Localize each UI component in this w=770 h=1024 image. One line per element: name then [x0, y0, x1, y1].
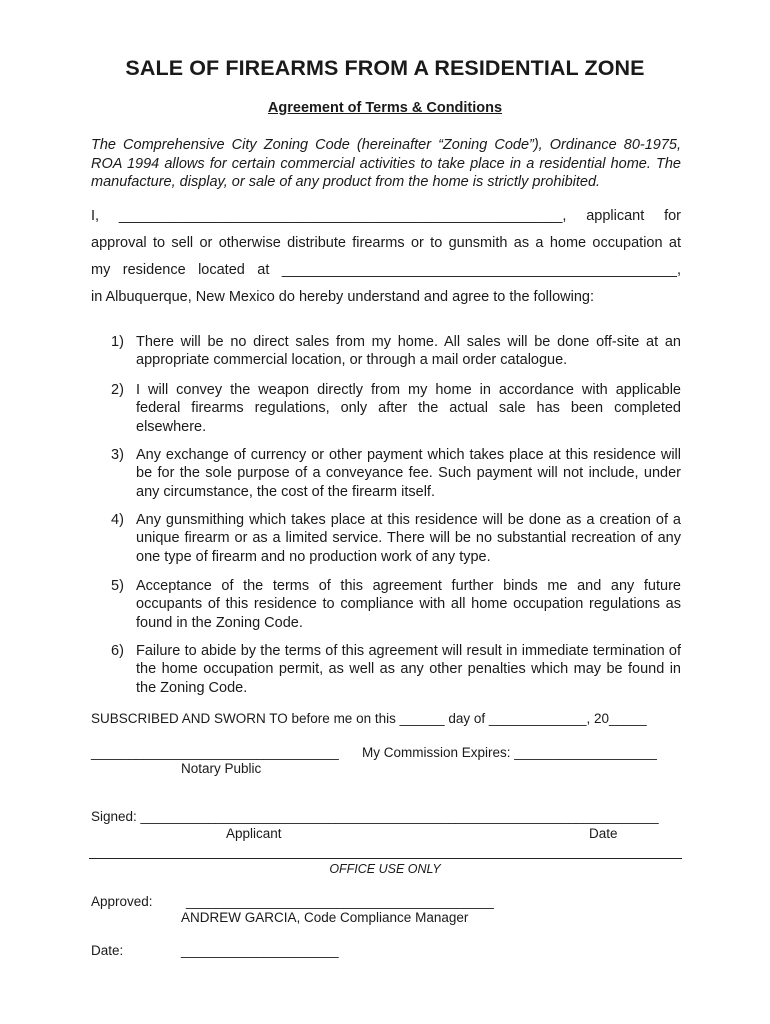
- intro-paragraph: The Comprehensive City Zoning Code (hereinafter “Zoning Code”), Ordinance 80-1975, ROA 1994 allows for certain commercial activities to take place in a residential home. The manufacture, display, or sale of any product from the home is strictly prohibited.: [91, 137, 681, 190]
- list-item-text: Any gunsmithing which takes place at this residence will be done as a creation of a unique firearm or as a limited service. There will be no substantial recreation of any one type of firearm and no production work of any type.: [136, 512, 681, 565]
- date-field-blank[interactable]: _____________________: [181, 943, 339, 958]
- list-item-number: 1): [111, 334, 124, 350]
- list-item: [111, 577, 681, 632]
- list-item-number: 4): [111, 512, 124, 528]
- list-item-number: 2): [111, 382, 124, 398]
- approved-label: Approved:: [91, 894, 153, 909]
- list-item-text: Acceptance of the terms of this agreement further binds me and any future occupants of this residence to compliance with all home occupation regulations as found in the Zoning Code.: [136, 578, 681, 631]
- applicant-name-line[interactable]: I, _______________________________________________________, applicant for: [91, 208, 681, 224]
- list-item: [111, 446, 681, 501]
- office-use-heading: OFFICE USE ONLY: [329, 862, 441, 876]
- date-label: Date: [589, 826, 618, 841]
- applicant-label: Applicant: [226, 826, 282, 841]
- document-title: SALE OF FIREARMS FROM A RESIDENTIAL ZONE: [125, 56, 645, 80]
- residence-address-line[interactable]: my residence located at _________________________________________________,: [91, 262, 681, 278]
- list-item-number: 6): [111, 643, 124, 659]
- list-item: [111, 381, 681, 436]
- list-item: [111, 333, 681, 370]
- list-item: [111, 511, 681, 566]
- section-divider: [89, 858, 682, 859]
- sworn-line[interactable]: SUBSCRIBED AND SWORN TO before me on this ______ day of _____________, 20_____: [91, 711, 647, 726]
- commission-expires-line[interactable]: My Commission Expires: ___________________: [362, 745, 657, 760]
- notary-signature-blank[interactable]: _________________________________: [91, 745, 339, 760]
- manager-name-label: ANDREW GARCIA, Code Compliance Manager: [181, 910, 469, 925]
- list-item: [111, 642, 681, 697]
- signed-line[interactable]: Signed: _____________________________________________________________________: [91, 809, 659, 824]
- list-item-text: I will convey the weapon directly from my home in accordance with applicable federal firearms regulations, only after the actual sale has been completed elsewhere.: [136, 382, 681, 435]
- list-item-number: 3): [111, 447, 124, 463]
- approved-signature-blank[interactable]: _________________________________________: [186, 894, 494, 909]
- list-item-number: 5): [111, 578, 124, 594]
- date-field-label: Date:: [91, 943, 124, 958]
- list-item-text: There will be no direct sales from my home. All sales will be done off-site at an appropriate commercial location, or through a mail order catalogue.: [136, 334, 681, 369]
- list-item-text: Any exchange of currency or other payment which takes place at this residence will be for the sole purpose of a conveyance fee. Such payment will not include, under any circumstance, the cost of the firearm itself.: [136, 447, 681, 500]
- approval-line: approval to sell or otherwise distribute firearms or to gunsmith as a home occupation at: [91, 235, 681, 251]
- city-line: in Albuquerque, New Mexico do hereby understand and agree to the following:: [91, 289, 594, 305]
- notary-public-label: Notary Public: [181, 761, 262, 776]
- document-subtitle: Agreement of Terms & Conditions: [267, 100, 503, 116]
- list-item-text: Failure to abide by the terms of this agreement will result in immediate termination of the home occupation permit, as well as any other penalties which may be found in the Zoning Code.: [136, 643, 681, 696]
